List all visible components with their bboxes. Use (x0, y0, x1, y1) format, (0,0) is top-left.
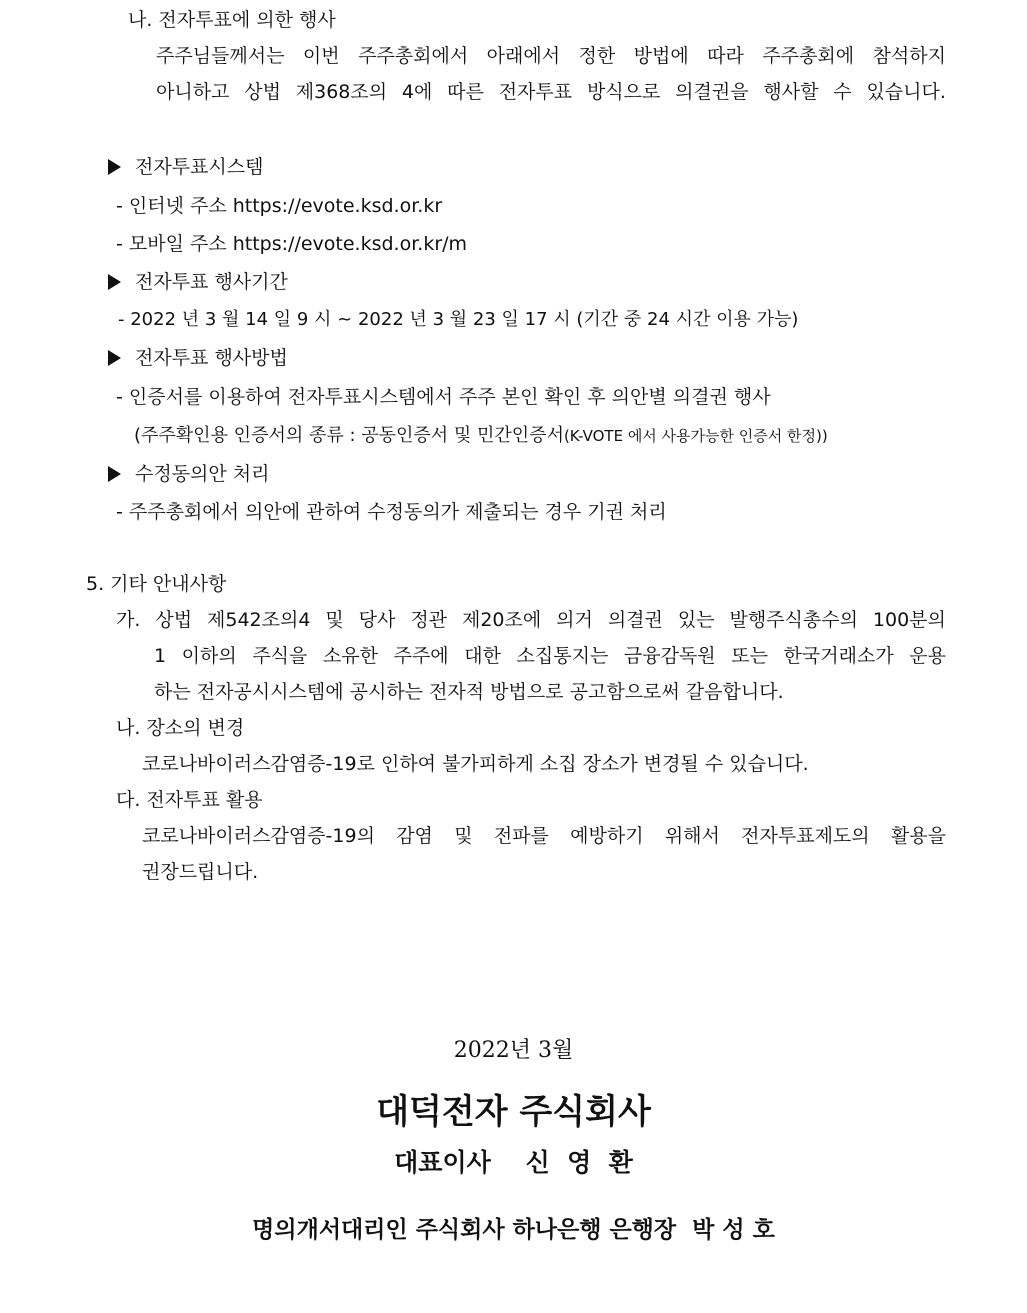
subheading-evote-use: 다. 전자투표 활용 (116, 789, 263, 811)
word: 주주에 (393, 645, 449, 667)
word: 100분의 (872, 609, 946, 631)
word: 또는 (731, 645, 768, 667)
triangle-bullet-icon (108, 274, 121, 290)
word: 참석하지 (872, 45, 946, 67)
word: 대한 (464, 645, 501, 667)
certificate-types (134, 424, 828, 448)
mobile-address: - 모바일 주소 https://evote.ksd.or.kr/m (116, 233, 468, 255)
word: 및 (325, 609, 344, 631)
word: 코로나바이러스감염증-19의 (142, 825, 375, 847)
subsection-system (108, 155, 263, 179)
word: 전자투표 (498, 81, 573, 103)
word: 방법에 (633, 45, 689, 67)
subsection-period (108, 270, 288, 294)
word: 주주총회에 (762, 45, 855, 67)
paragraph-line (142, 824, 946, 848)
word: 수 (833, 81, 852, 103)
paragraph-line: 하는 전자공시시스템에 공시하는 전자적 방법으로 공고함으로써 갈음합니다. (154, 681, 784, 703)
paragraph-line (156, 44, 946, 68)
word: 전파를 (493, 825, 549, 847)
ceo-name: 대표이사 신 영 환 (394, 1148, 633, 1177)
word: 4에 (401, 81, 433, 103)
word: 금융감독원 (623, 645, 716, 667)
word: 감염 (396, 825, 433, 847)
word: 활용을 (890, 825, 946, 847)
vote-period: - 2022 년 3 월 14 일 9 시 ~ 2022 년 3 월 23 일 17 시 (기간 중 24 시간 이용 가능) (118, 309, 799, 330)
word: 제542조의4 (207, 609, 311, 631)
word: 가. (116, 609, 141, 631)
paragraph-line: 권장드립니다. (142, 861, 259, 883)
word: 따른 (447, 81, 484, 103)
word: 따라 (707, 45, 744, 67)
word: 상법 (244, 81, 281, 103)
word: 행사할 (763, 81, 819, 103)
section-heading-other-notes: 5. 기타 안내사항 (86, 573, 227, 595)
certificate-types-note: (K-VOTE 에서 사용가능한 인증서 한정)) (563, 427, 828, 445)
word: 정한 (578, 45, 616, 67)
notice-date: 2022년 3월 (453, 1038, 574, 1063)
word: 주식을 (252, 645, 308, 667)
word: 이번 (302, 45, 340, 67)
word: 있습니다. (866, 81, 946, 103)
word: 의결권을 (675, 81, 749, 103)
subsection-title: 전자투표 행사방법 (135, 347, 288, 369)
subsection-title: 전자투표시스템 (135, 156, 264, 178)
word: 주주님들께서는 (156, 45, 285, 67)
word: 위해서 (664, 825, 720, 847)
word: 및 (454, 825, 473, 847)
word: 소집통지는 (516, 645, 609, 667)
amendment-handling: - 주주총회에서 의안에 관하여 수정동의가 제출되는 경우 기권 처리 (116, 501, 667, 523)
word: 아래에서 (486, 45, 561, 67)
transfer-agent: 명의개서대리인 주식회사 하나은행 은행장 박 성 호 (252, 1217, 775, 1243)
subsection-method (108, 346, 288, 370)
word: 의결권 (607, 609, 663, 631)
word: 있는 (677, 609, 715, 631)
vote-method: - 인증서를 이용하여 전자투표시스템에서 주주 본인 확인 후 의안별 의결권 행사 (116, 386, 771, 408)
paragraph-line (156, 80, 946, 104)
company-name: 대덕전자 주식회사 (376, 1092, 651, 1132)
subheading-venue-change: 나. 장소의 변경 (116, 717, 245, 739)
word: 예방하기 (570, 825, 644, 847)
word: 한국거래소가 (783, 645, 894, 667)
word: 발행주식총수의 (729, 609, 858, 631)
word: 상법 (155, 609, 193, 631)
certificate-types-main: (주주확인용 인증서의 종류 : 공동인증서 및 민간인증서 (134, 425, 564, 446)
word: 당사 (358, 609, 396, 631)
word: 의거 (556, 609, 593, 631)
word: 방식으로 (586, 81, 661, 103)
word: 운용 (909, 645, 946, 667)
word: 이하의 (181, 645, 237, 667)
word: 아니하고 (156, 81, 230, 103)
subsection-amendment (108, 462, 270, 486)
word: 제20조에 (461, 609, 542, 631)
word: 전자투표제도의 (741, 825, 870, 847)
subsection-title: 전자투표 행사기간 (135, 271, 288, 293)
subsection-title: 수정동의안 처리 (135, 463, 270, 485)
triangle-bullet-icon (108, 466, 121, 482)
word: 정관 (410, 609, 448, 631)
word: 주주총회에서 (358, 45, 469, 67)
triangle-bullet-icon (108, 350, 121, 366)
section-heading-electronic-vote: 나. 전자투표에 의한 행사 (128, 9, 336, 31)
venue-change-text: 코로나바이러스감염증-19로 인하여 불가피하게 소집 장소가 변경될 수 있습니다. (142, 753, 809, 775)
triangle-bullet-icon (108, 159, 121, 175)
internet-address: - 인터넷 주소 https://evote.ksd.or.kr (116, 195, 443, 217)
word: 제368조의 (295, 81, 388, 103)
word: 소유한 (322, 645, 379, 667)
paragraph-line (154, 644, 946, 668)
word: 1 (154, 645, 167, 667)
paragraph-line (116, 608, 946, 632)
